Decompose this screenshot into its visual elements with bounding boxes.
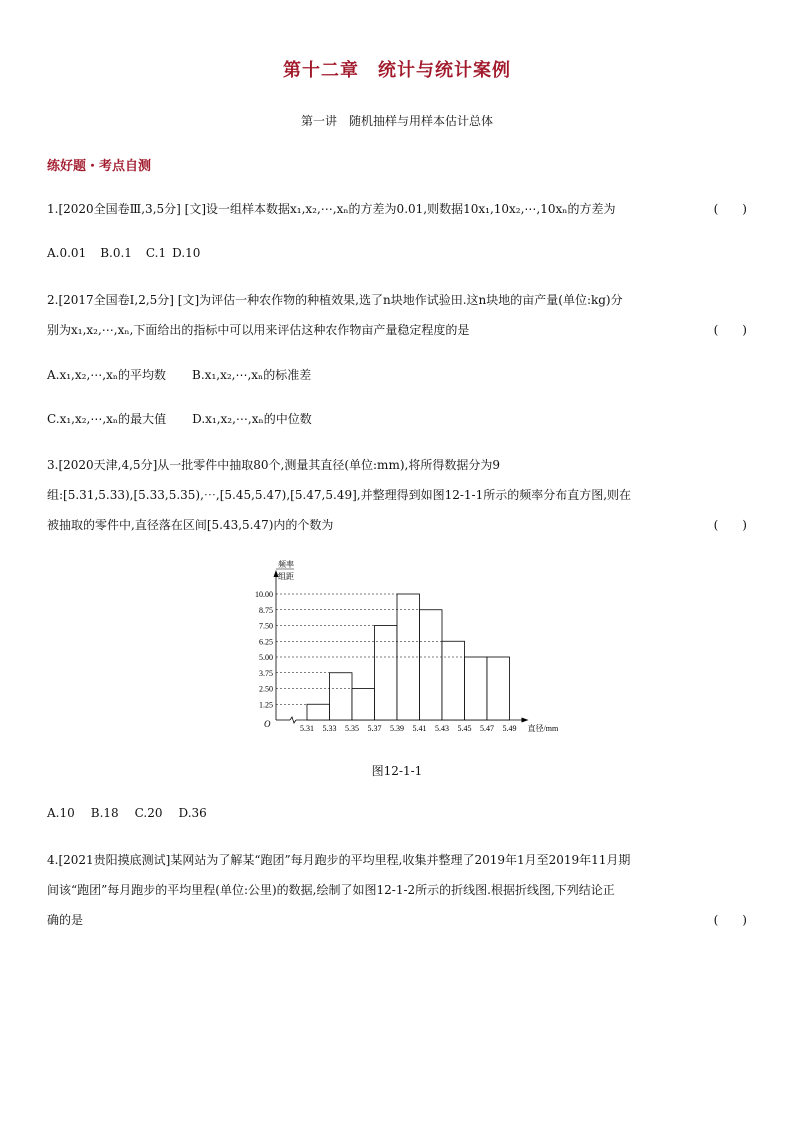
y-tick-label: 3.75 — [259, 668, 273, 678]
option-d: D.x₁,x₂,⋯,xₙ的中位数 — [192, 412, 312, 426]
x-axis-arrow — [522, 718, 529, 723]
answer-bracket: ( ) — [713, 202, 747, 216]
histogram-bar — [375, 626, 398, 721]
y-tick-label: 1.25 — [259, 700, 273, 710]
question-1 — [47, 194, 747, 224]
question-2-options-row-2 — [47, 410, 326, 427]
question-2 — [47, 285, 747, 345]
option-a: A.0.01 — [47, 246, 87, 260]
answer-bracket: ( ) — [713, 518, 747, 532]
y-tick-label: 7.50 — [259, 621, 273, 631]
question-3-line-3: 被抽取的零件中,直径落在区间[5.43,5.47)内的个数为 — [47, 518, 334, 532]
option-d: D.10 — [172, 246, 201, 260]
x-tick-label: 5.37 — [367, 724, 382, 733]
histogram-bar — [487, 657, 510, 720]
x-tick-label: 5.43 — [435, 724, 449, 733]
x-tick-label: 5.49 — [502, 724, 517, 733]
x-axis-label: 直径/mm — [527, 724, 559, 733]
option-a: A.10 — [47, 806, 75, 820]
answer-bracket: ( ) — [713, 323, 747, 337]
lecture-title: 第一讲 随机抽样与用样本估计总体 — [300, 114, 493, 128]
option-b: B.18 — [90, 806, 119, 820]
histogram-bar — [465, 657, 488, 720]
question-2-line-2: 别为x₁,x₂,⋯,xₙ,下面给出的指标中可以用来评估这种农作物亩产量稳定程度的是 — [47, 323, 470, 337]
y-tick-label: 2.50 — [259, 684, 273, 694]
question-3 — [47, 450, 747, 540]
histogram-bar — [352, 689, 375, 721]
x-tick-label: 5.35 — [345, 724, 359, 733]
histogram-bar — [420, 610, 443, 720]
question-2-line-1: 2.[2017全国卷Ⅰ,2,5分] [文]为评估一种农作物的种植效果,选了n块地作试验田.这n块地的亩产量(单位:kg)分 — [47, 293, 623, 307]
y-tick-label: 10.00 — [255, 590, 273, 599]
x-tick-label: 5.33 — [322, 724, 337, 733]
x-tick-label: 5.39 — [390, 724, 404, 733]
question-3-line-1: 3.[2020天津,4,5分]从一批零件中抽取80个,测量其直径(单位:mm),将所得数据分为9 — [47, 458, 500, 472]
origin-label: O — [264, 719, 271, 729]
y-tick-label: 8.75 — [259, 605, 273, 615]
question-3-line-2: 组:[5.31,5.33),[5.33,5.35),⋯,[5.45,5.47),[5.47,5.49],并整理得到如图12-1-1所示的频率分布直方图,则在 — [47, 488, 632, 502]
question-1-options — [47, 246, 214, 260]
question-3-options — [47, 806, 221, 820]
histogram-bar — [330, 673, 353, 720]
histogram-chart — [230, 555, 560, 740]
x-tick-label: 5.47 — [480, 724, 494, 733]
option-a: A.x₁,x₂,⋯,xₙ的平均数 — [47, 368, 167, 382]
histogram-bar — [307, 704, 330, 720]
option-d: D.36 — [178, 806, 207, 820]
chapter-title: 第十二章 统计与统计案例 — [283, 60, 511, 81]
x-tick-label: 5.41 — [412, 724, 427, 733]
option-b: B.x₁,x₂,⋯,xₙ的标准差 — [192, 368, 312, 382]
x-tick-label: 5.31 — [300, 724, 314, 733]
option-c: C.1 — [145, 246, 167, 260]
question-4-line-2: 间该“跑团”每月跑步的平均里程(单位:公里)的数据,绘制了如图12-1-2所示的折线图.根据折线图,下列结论正 — [47, 883, 615, 897]
y-tick-label: 5.00 — [259, 653, 273, 662]
option-c: C.x₁,x₂,⋯,xₙ的最大值 — [47, 412, 167, 426]
ylabel-bottom: 组距 — [278, 572, 294, 581]
option-c: C.20 — [134, 806, 163, 820]
option-b: B.0.1 — [100, 246, 132, 260]
question-1-stem: 1.[2020全国卷Ⅲ,3,5分] [文]设一组样本数据x₁,x₂,⋯,xₙ的方差为0.01,则数据10x₁,10x₂,⋯,10xₙ的方差为 — [47, 202, 616, 216]
section-heading: 练好题・考点自测 — [47, 159, 152, 174]
figure-caption: 图12-1-1 — [371, 764, 423, 778]
question-4-line-3: 确的是 — [47, 913, 84, 927]
axis-break-mark — [290, 717, 296, 723]
y-tick-label: 6.25 — [259, 637, 273, 647]
question-4 — [47, 845, 747, 935]
histogram-bar — [442, 641, 465, 720]
ylabel-top: 频率 — [278, 560, 294, 569]
answer-bracket: ( ) — [713, 913, 747, 927]
x-tick-label: 5.45 — [457, 724, 472, 733]
question-4-line-1: 4.[2021贵阳摸底测试]某网站为了解某“跑团”每月跑步的平均里程,收集并整理了2019年1月至2019年11月期 — [47, 853, 631, 867]
question-2-options-row-1 — [47, 366, 325, 383]
